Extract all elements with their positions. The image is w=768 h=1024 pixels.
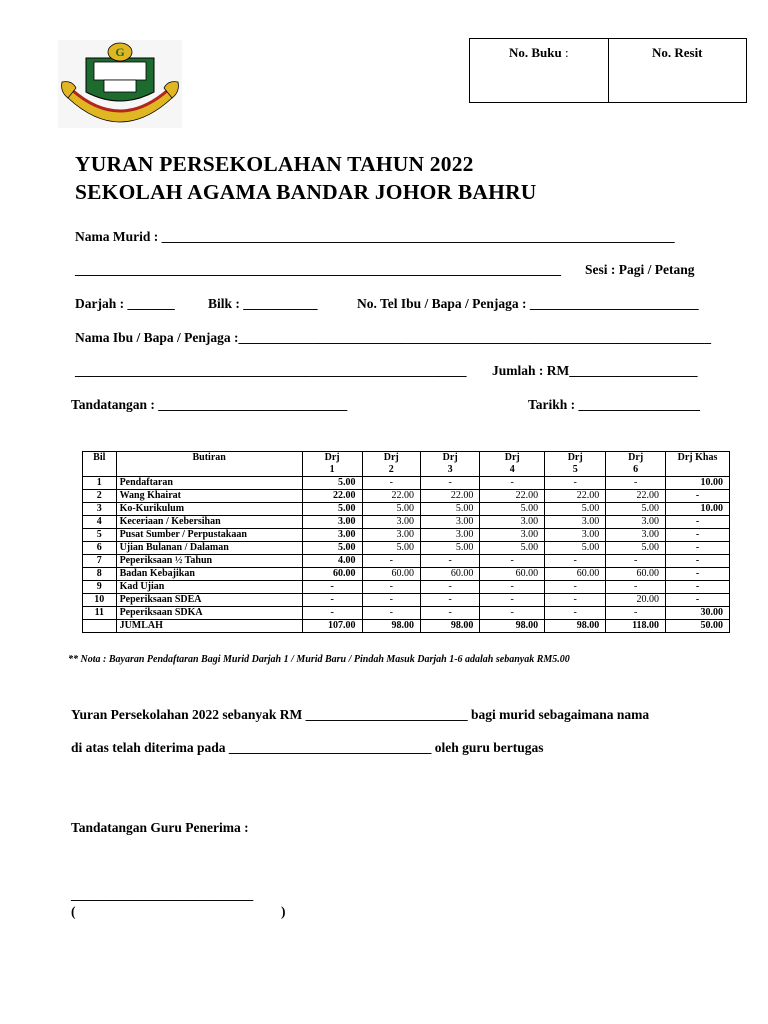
row-value: - <box>420 594 479 607</box>
header-butiran: Butiran <box>116 452 302 477</box>
table-row <box>83 542 730 555</box>
row-value: 22.00 <box>545 490 606 503</box>
row-value: - <box>302 607 362 620</box>
header-drj-khas: Drj Khas <box>666 452 730 477</box>
table-row <box>83 529 730 542</box>
nama-murid-field[interactable]: Nama Murid : ____________________________________________________________________________ <box>75 229 675 244</box>
row-value: 5.00 <box>420 503 479 516</box>
row-value: 22.00 <box>420 490 479 503</box>
header-drj6-text: Drj 6 <box>628 452 644 475</box>
row-value: 22.00 <box>302 490 362 503</box>
row-value: - <box>480 581 545 594</box>
header-drj2 <box>362 452 420 477</box>
signature-line[interactable]: ___________________________ <box>71 887 254 902</box>
row-butiran: Ko-Kurikulum <box>116 503 302 516</box>
row-value: - <box>362 594 420 607</box>
header-drj1-text: Drj 1 <box>324 452 340 475</box>
row-bil: 6 <box>83 542 117 555</box>
no-resit-label: No. Resit <box>651 45 703 60</box>
name-paren-open: ( <box>71 904 76 919</box>
row-value: 22.00 <box>606 490 666 503</box>
header-drj3-text: Drj 3 <box>442 452 458 475</box>
row-value: 5.00 <box>420 542 479 555</box>
header-drj3 <box>420 452 479 477</box>
row-value: - <box>420 607 479 620</box>
row-value: 60.00 <box>606 568 666 581</box>
total-value: 98.00 <box>420 620 479 633</box>
row-value: - <box>545 555 606 568</box>
no-tel-field[interactable]: No. Tel Ibu / Bapa / Penjaga : _________________________ <box>357 296 699 311</box>
row-value: - <box>666 529 730 542</box>
darjah-field[interactable]: Darjah : _______ <box>75 296 175 311</box>
header-drj2-text: Drj 2 <box>383 452 399 475</box>
penjaga-line2[interactable]: __________________________________________________________ <box>75 363 467 378</box>
row-value: - <box>302 581 362 594</box>
row-value: - <box>666 542 730 555</box>
row-value: 5.00 <box>302 542 362 555</box>
receipt-date-line[interactable]: di atas telah diterima pada ______________________________ oleh guru bertugas <box>71 740 544 755</box>
row-value: 3.00 <box>362 516 420 529</box>
row-butiran: Wang Khairat <box>116 490 302 503</box>
school-logo <box>58 40 182 128</box>
row-value: 3.00 <box>480 516 545 529</box>
row-butiran: Ujian Bulanan / Dalaman <box>116 542 302 555</box>
row-value: 4.00 <box>302 555 362 568</box>
row-value: - <box>666 568 730 581</box>
row-bil: 10 <box>83 594 117 607</box>
row-value: 5.00 <box>545 542 606 555</box>
fee-table <box>82 451 730 633</box>
row-value: - <box>480 477 545 490</box>
row-value: - <box>480 594 545 607</box>
table-row <box>83 568 730 581</box>
row-value: 3.00 <box>362 529 420 542</box>
row-value: - <box>545 607 606 620</box>
reference-box <box>469 38 747 103</box>
row-value: - <box>302 594 362 607</box>
row-value: 5.00 <box>362 542 420 555</box>
payment-note: ** Nota : Bayaran Pendaftaran Bagi Murid Darjah 1 / Murid Baru / Pindah Masuk Darjah 1-6 adalah sebanyak RM5.00 <box>68 654 570 665</box>
row-butiran: Badan Kebajikan <box>116 568 302 581</box>
row-value: - <box>666 581 730 594</box>
row-value: 5.00 <box>302 503 362 516</box>
row-value: - <box>420 581 479 594</box>
table-row <box>83 503 730 516</box>
no-resit-cell[interactable] <box>608 39 747 102</box>
row-value: - <box>606 607 666 620</box>
row-value: 30.00 <box>666 607 730 620</box>
total-value: 98.00 <box>545 620 606 633</box>
row-value: 3.00 <box>420 516 479 529</box>
row-value: - <box>545 594 606 607</box>
row-butiran: Kad Ujian <box>116 581 302 594</box>
row-value: - <box>545 581 606 594</box>
header-drj4 <box>480 452 545 477</box>
row-value: 3.00 <box>302 516 362 529</box>
tandatangan-field[interactable]: Tandatangan : ____________________________ <box>71 397 348 412</box>
table-row <box>83 607 730 620</box>
row-value: 5.00 <box>480 542 545 555</box>
name-paren-close: ) <box>281 904 286 919</box>
no-buku-label: No. Buku <box>508 45 562 60</box>
row-bil: 9 <box>83 581 117 594</box>
row-value: - <box>666 594 730 607</box>
row-value: 20.00 <box>606 594 666 607</box>
sesi-field[interactable]: Sesi : Pagi / Petang <box>585 262 695 277</box>
table-header-row <box>83 452 730 477</box>
row-butiran: Keceriaan / Kebersihan <box>116 516 302 529</box>
row-value: 5.00 <box>480 503 545 516</box>
row-value: 60.00 <box>420 568 479 581</box>
row-value: - <box>666 516 730 529</box>
row-value: - <box>606 477 666 490</box>
row-value: 5.00 <box>545 503 606 516</box>
row-value: - <box>362 581 420 594</box>
row-value: - <box>545 477 606 490</box>
row-value: 60.00 <box>545 568 606 581</box>
row-value: 60.00 <box>362 568 420 581</box>
row-value: 5.00 <box>606 542 666 555</box>
total-value: 50.00 <box>666 620 730 633</box>
row-value: 3.00 <box>302 529 362 542</box>
row-value: 5.00 <box>302 477 362 490</box>
row-value: - <box>420 477 479 490</box>
total-label: JUMLAH <box>116 620 302 633</box>
nama-murid-line2[interactable]: ________________________________________________________________________ <box>75 262 561 277</box>
row-value: 3.00 <box>606 516 666 529</box>
row-value: - <box>666 555 730 568</box>
row-value: 22.00 <box>362 490 420 503</box>
total-bil-empty <box>83 620 117 633</box>
row-value: 60.00 <box>480 568 545 581</box>
row-butiran: Peperiksaan SDEA <box>116 594 302 607</box>
table-row <box>83 477 730 490</box>
no-buku-colon: : <box>564 45 569 60</box>
row-butiran: Peperiksaan ½ Tahun <box>116 555 302 568</box>
row-butiran: Peperiksaan SDKA <box>116 607 302 620</box>
table-row <box>83 516 730 529</box>
row-value: - <box>480 607 545 620</box>
total-value: 107.00 <box>302 620 362 633</box>
row-value: 3.00 <box>420 529 479 542</box>
form-title: YURAN PERSEKOLAHAN TAHUN 2022 <box>75 152 474 176</box>
header-bil: Bil <box>83 452 117 477</box>
bilik-field[interactable]: Bilk : ___________ <box>208 296 318 311</box>
row-value: 3.00 <box>606 529 666 542</box>
row-value: - <box>606 581 666 594</box>
row-butiran: Pendaftaran <box>116 477 302 490</box>
row-value: 5.00 <box>606 503 666 516</box>
table-row <box>83 581 730 594</box>
row-value: 60.00 <box>302 568 362 581</box>
row-bil: 8 <box>83 568 117 581</box>
row-bil: 2 <box>83 490 117 503</box>
row-bil: 3 <box>83 503 117 516</box>
jumlah-field[interactable]: Jumlah : RM___________________ <box>492 363 698 378</box>
school-name: SEKOLAH AGAMA BANDAR JOHOR BAHRU <box>75 180 537 204</box>
row-butiran: Pusat Sumber / Perpustakaan <box>116 529 302 542</box>
total-value: 98.00 <box>362 620 420 633</box>
row-bil: 5 <box>83 529 117 542</box>
receipt-amount-line[interactable]: Yuran Persekolahan 2022 sebanyak RM ________________________ bagi murid sebagaimana nama <box>71 707 650 722</box>
row-value: 10.00 <box>666 477 730 490</box>
svg-text:G: G <box>115 45 125 59</box>
total-value: 118.00 <box>606 620 666 633</box>
row-value: - <box>362 555 420 568</box>
signature-label: Tandatangan Guru Penerima : <box>71 820 249 835</box>
row-value: 3.00 <box>480 529 545 542</box>
row-value: 5.00 <box>362 503 420 516</box>
no-buku-cell[interactable] <box>470 39 608 102</box>
nama-penjaga-field[interactable]: Nama Ibu / Bapa / Penjaga :______________________________________________________________________ <box>75 330 712 345</box>
total-value: 98.00 <box>480 620 545 633</box>
row-value: - <box>480 555 545 568</box>
row-value: 3.00 <box>545 516 606 529</box>
row-value: - <box>362 607 420 620</box>
row-bil: 1 <box>83 477 117 490</box>
total-row <box>83 620 730 633</box>
school-crest-icon <box>58 40 182 128</box>
row-value: - <box>362 477 420 490</box>
header-drj4-text: Drj 4 <box>504 452 520 475</box>
row-value: 10.00 <box>666 503 730 516</box>
row-value: - <box>606 555 666 568</box>
row-value: 3.00 <box>545 529 606 542</box>
header-drj5-text: Drj 5 <box>567 452 583 475</box>
tarikh-field[interactable]: Tarikh : __________________ <box>528 397 701 412</box>
table-row <box>83 490 730 503</box>
row-value: 22.00 <box>480 490 545 503</box>
row-value: - <box>420 555 479 568</box>
row-bil: 4 <box>83 516 117 529</box>
row-bil: 7 <box>83 555 117 568</box>
fee-table-body <box>83 477 730 633</box>
header-drj1 <box>302 452 362 477</box>
row-bil: 11 <box>83 607 117 620</box>
header-drj6 <box>606 452 666 477</box>
table-row <box>83 555 730 568</box>
row-value: - <box>666 490 730 503</box>
header-drj5 <box>545 452 606 477</box>
table-row <box>83 594 730 607</box>
